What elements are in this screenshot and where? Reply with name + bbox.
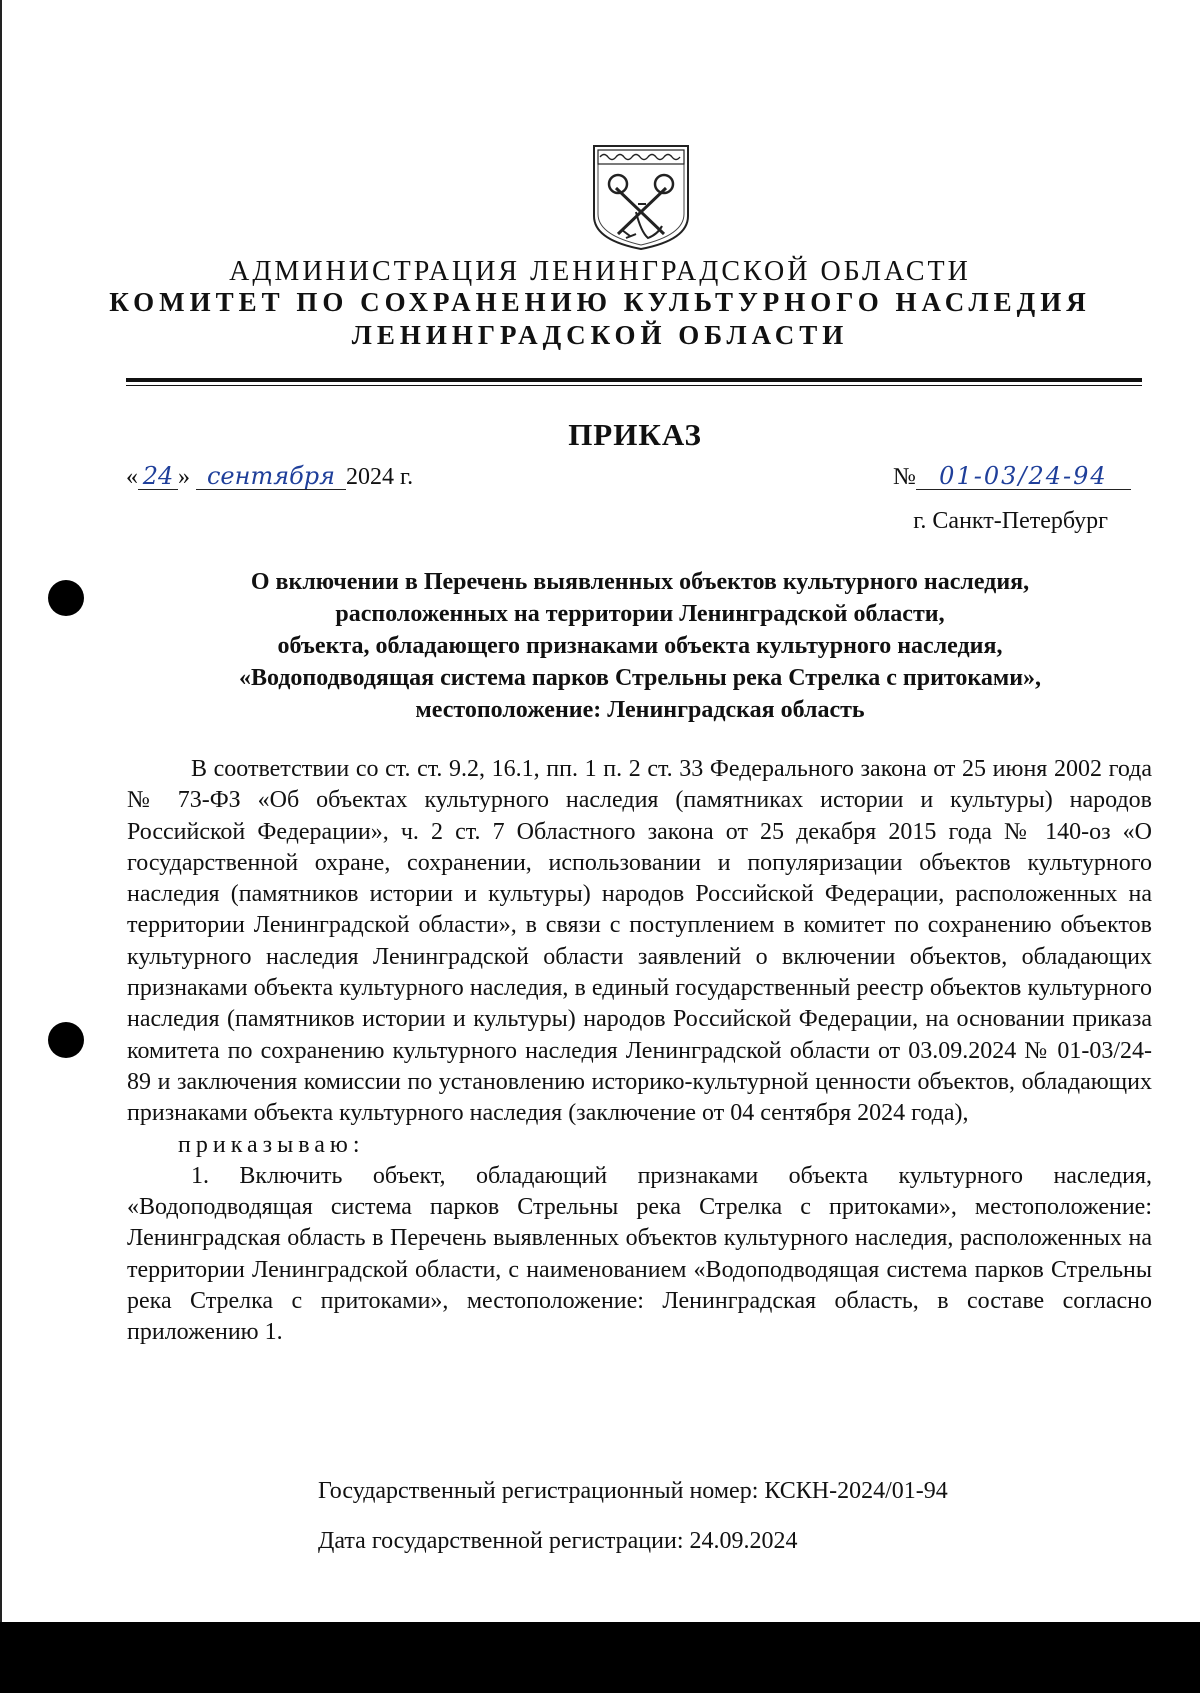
header-rule-thin (126, 385, 1142, 386)
header-rule-thick (126, 378, 1142, 382)
subject-line: местоположение: Ленинградская область (415, 697, 865, 723)
date-open-quote: « (126, 464, 138, 490)
number-value: 01-03/24-94 (916, 464, 1131, 490)
subject-line: «Водоподводящая система парков Стрельны река Стрелка с притоками», (238, 665, 1042, 691)
administration-header: АДМИНИСТРАЦИЯ ЛЕНИНГРАДСКОЙ ОБЛАСТИ (229, 256, 971, 287)
document-city: г. Санкт-Петербург (913, 508, 1108, 534)
document-title: ПРИКАЗ (568, 417, 702, 452)
punch-hole (48, 580, 84, 616)
punch-hole (48, 1022, 84, 1058)
preamble-paragraph: В соответствии со ст. ст. 9.2, 16.1, пп. 1 п. 2 ст. 33 Федерального закона от 25 июня 2002 года № 73-ФЗ «Об объектах культурного наследия (памятниках истории и культуры) народов Российской Федерации», ч. 2 ст. 7 Областного закона от 25 декабря 2015 года № 140-оз «О государственной охране, сохранении, использовании и популяризации объектов культурного наследия (памятников истории и культуры) народов Российской Федерации, расположенных на территории Ленинградской области», в связи с поступлением в комитет по сохранению объектов культурного наследия Ленинградской области заявлений о включении объектов, обладающих признаками объекта культурного наследия, в единый государственный реестр объектов культурного наследия (памятников истории и культуры) народов Российской Федерации, на основании приказа комитета по сохранению культурного наследия Ленинградской области от 03.09.2024 № 01-03/24-89 и заключения комиссии по установлению историко-культурной ценности объектов, обладающих признаками объекта культурного наследия (заключение от 04 сентября 2024 года), (127, 756, 1152, 1127)
order-subject (100, 566, 1180, 726)
order-item-1: 1. Включить объект, обладающий признаками объекта культурного наследия, «Водоподводящая система парков Стрельны река Стрелка с притоками», местоположение: Ленинградская область в Перечень выявленных объектов культурного наследия, расположенных на территории Ленинградской области, с наименованием «Водоподводящая система парков Стрельны река Стрелка с притоками», местоположение: Ленинградская область, в составе согласно приложению 1. (127, 1162, 1152, 1346)
page-edge (0, 0, 2, 1693)
date-day: 24 (138, 464, 178, 490)
scan-bottom-bar (0, 1622, 1200, 1693)
subject-line: объекта, обладающего признаками объекта культурного наследия, (277, 633, 1003, 659)
date-close-quote: » (178, 464, 190, 490)
committee-header-line2: ЛЕНИНГРАДСКОЙ ОБЛАСТИ (351, 320, 849, 350)
registration-number: Государственный регистрационный номер: КСКН-2024/01-94 (318, 1478, 948, 1504)
leningrad-oblast-coat-of-arms-icon (588, 142, 694, 252)
order-body (127, 754, 1152, 1349)
order-word: приказываю: (178, 1131, 365, 1158)
number-label: № (893, 464, 916, 490)
subject-line: расположенных на территории Ленинградской области, (335, 601, 945, 627)
document-date (126, 464, 413, 491)
committee-header-line1: КОМИТЕТ ПО СОХРАНЕНИЮ КУЛЬТУРНОГО НАСЛЕДИЯ (109, 287, 1091, 317)
date-year: 2024 г. (346, 464, 414, 490)
registration-date: Дата государственной регистрации: 24.09.2024 (318, 1528, 798, 1554)
document-number (893, 464, 1131, 491)
date-month: сентября (196, 464, 346, 490)
subject-line: О включении в Перечень выявленных объектов культурного наследия, (250, 569, 1030, 595)
